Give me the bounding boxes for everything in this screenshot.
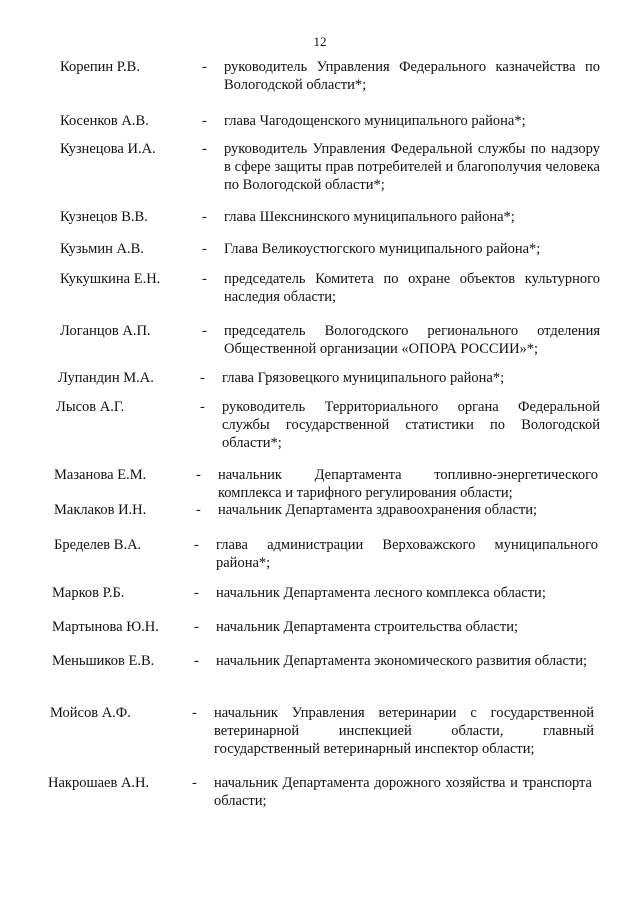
separator-dash: - — [202, 113, 207, 129]
member-name: Марков Р.Б. — [52, 585, 125, 601]
member-name: Кузнецов В.В. — [60, 209, 148, 225]
member-name: Косенков А.В. — [60, 113, 149, 129]
separator-dash: - — [194, 653, 199, 669]
separator-dash: - — [200, 399, 205, 415]
member-name: Кукушкина Е.Н. — [60, 271, 161, 287]
member-name: Лупандин М.А. — [58, 370, 154, 386]
separator-dash: - — [192, 705, 197, 721]
separator-dash: - — [202, 271, 207, 287]
member-position: Глава Великоустюгского муниципального района*; — [224, 241, 541, 257]
separator-dash: - — [202, 141, 207, 157]
member-name: Логанцов А.П. — [60, 323, 151, 339]
separator-dash: - — [202, 209, 207, 225]
member-position: начальник Управления ветеринарии с государственной ветеринарной инспекцией области, главный государственный ветеринарный инспектор области; — [214, 705, 594, 757]
separator-dash: - — [194, 619, 199, 635]
member-position: председатель Вологодского регионального отделения Общественной организации «ОПОРА РОССИИ»*; — [224, 323, 600, 357]
member-position: руководитель Управления Федерального казначейства по Вологодской области*; — [224, 59, 600, 93]
member-position: руководитель Территориального органа Федеральной службы государственной статистики по Вологодской области*; — [222, 399, 600, 451]
member-name: Мартынова Ю.Н. — [52, 619, 159, 635]
member-position: начальник Департамента здравоохранения области; — [218, 502, 538, 518]
member-position: председатель Комитета по охране объектов культурного наследия области; — [224, 271, 600, 305]
member-name: Накрошаев А.Н. — [48, 775, 150, 791]
member-name: Маклаков И.Н. — [54, 502, 147, 518]
member-name: Мазанова Е.М. — [54, 467, 147, 483]
separator-dash: - — [202, 241, 207, 257]
separator-dash: - — [202, 59, 207, 75]
member-position: начальник Департамента экономического развития области; — [216, 653, 588, 669]
member-position: начальник Департамента лесного комплекса области; — [216, 585, 546, 601]
member-name: Меньшиков Е.В. — [52, 653, 155, 669]
member-position: глава администрации Верховажского муниципального района*; — [216, 537, 598, 571]
member-name: Корепин Р.В. — [60, 59, 140, 75]
member-position: руководитель Управления Федеральной службы по надзору в сфере защиты прав потребителей и благополучия человека по Вологодской области*; — [224, 141, 600, 193]
separator-dash: - — [194, 585, 199, 601]
member-position: начальник Департамента строительства области; — [216, 619, 518, 635]
member-position: начальник Департамента дорожного хозяйства и транспорта области; — [214, 775, 592, 809]
member-name: Лысов А.Г. — [56, 399, 125, 415]
page-number: 12 — [313, 34, 327, 49]
member-name: Кузнецова И.А. — [60, 141, 156, 157]
separator-dash: - — [192, 775, 197, 791]
member-name: Бределев В.А. — [54, 537, 142, 553]
member-position: глава Чагодощенского муниципального района*; — [224, 113, 526, 129]
separator-dash: - — [200, 370, 205, 386]
member-position: начальник Департамента топливно-энергетического комплекса и тарифного регулирования области; — [218, 467, 598, 501]
member-name: Кузьмин А.В. — [60, 241, 144, 257]
member-position: глава Грязовецкого муниципального района*; — [222, 370, 505, 386]
member-name: Мойсов А.Ф. — [50, 705, 131, 721]
separator-dash: - — [196, 502, 201, 518]
separator-dash: - — [194, 537, 199, 553]
member-position: глава Шекснинского муниципального района*; — [224, 209, 515, 225]
separator-dash: - — [196, 467, 201, 483]
separator-dash: - — [202, 323, 207, 339]
